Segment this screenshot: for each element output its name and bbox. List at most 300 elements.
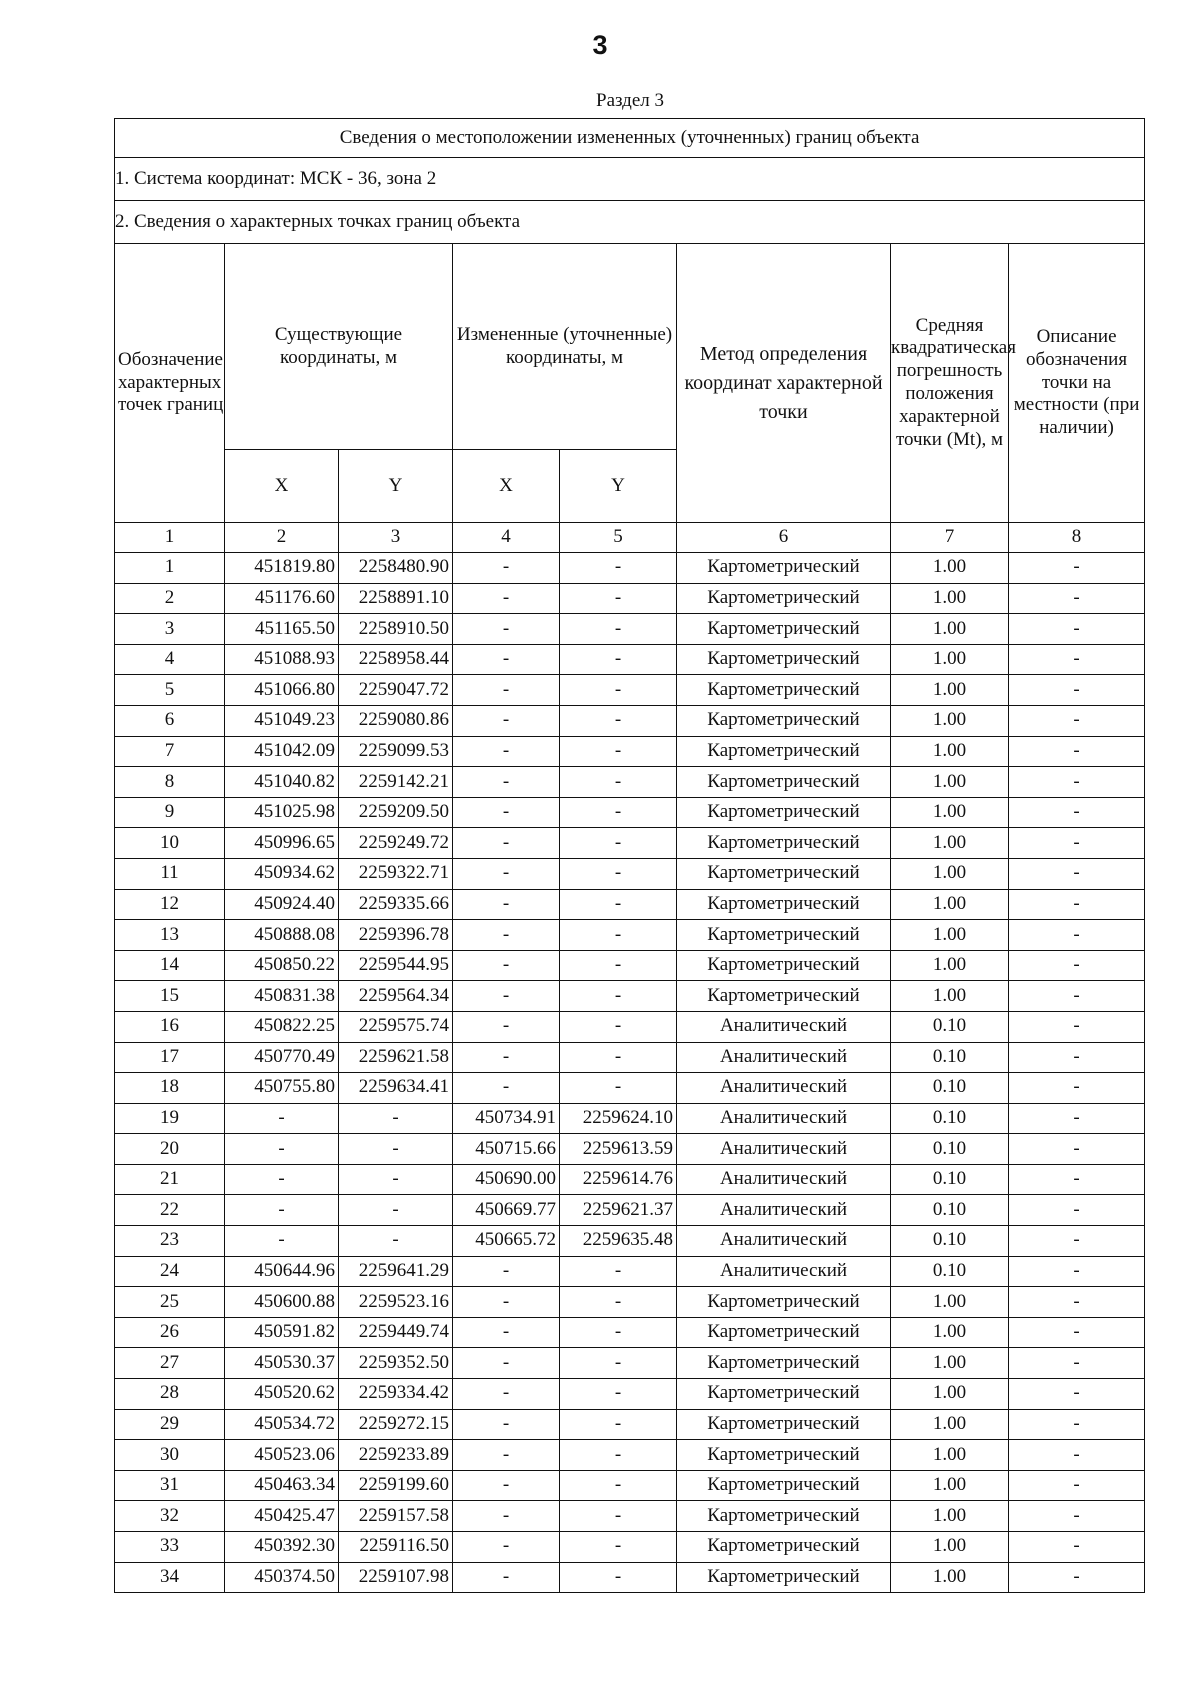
description-cell: - xyxy=(1009,1470,1145,1501)
column-number: 3 xyxy=(339,523,453,553)
method-cell: Аналитический xyxy=(677,1042,891,1073)
table-row xyxy=(115,889,1145,920)
point-number-cell: 32 xyxy=(115,1501,225,1532)
table-row xyxy=(115,614,1145,645)
changed-x-cell: - xyxy=(453,1073,560,1104)
existing-x-cell: 450924.40 xyxy=(225,889,339,920)
existing-x-cell: 451040.82 xyxy=(225,767,339,798)
section-title: Раздел 3 xyxy=(596,90,664,111)
changed-y-cell: - xyxy=(560,828,677,859)
changed-x-cell: - xyxy=(453,1011,560,1042)
point-number-cell: 13 xyxy=(115,920,225,951)
changed-y-cell: 2259613.59 xyxy=(560,1134,677,1165)
changed-y-cell: - xyxy=(560,1073,677,1104)
error-cell: 1.00 xyxy=(891,889,1009,920)
changed-y-cell: - xyxy=(560,767,677,798)
column-number: 6 xyxy=(677,523,891,553)
existing-y-cell: 2259099.53 xyxy=(339,736,453,767)
method-cell: Картометрический xyxy=(677,981,891,1012)
point-number-cell: 8 xyxy=(115,767,225,798)
point-number-cell: 19 xyxy=(115,1103,225,1134)
existing-x-cell: 450644.96 xyxy=(225,1256,339,1287)
existing-y-cell: 2259334.42 xyxy=(339,1379,453,1410)
existing-y-cell: 2259634.41 xyxy=(339,1073,453,1104)
changed-y-cell: - xyxy=(560,797,677,828)
table-row xyxy=(115,705,1145,736)
description-cell: - xyxy=(1009,675,1145,706)
existing-y-cell: 2259199.60 xyxy=(339,1470,453,1501)
table-row xyxy=(115,1103,1145,1134)
point-number-cell: 21 xyxy=(115,1164,225,1195)
table-row xyxy=(115,1379,1145,1410)
point-number-cell: 9 xyxy=(115,797,225,828)
changed-y-cell: - xyxy=(560,614,677,645)
method-cell: Картометрический xyxy=(677,828,891,859)
existing-y-cell: 2258910.50 xyxy=(339,614,453,645)
error-cell: 1.00 xyxy=(891,981,1009,1012)
point-number-cell: 18 xyxy=(115,1073,225,1104)
method-cell: Аналитический xyxy=(677,1164,891,1195)
table-row xyxy=(115,1287,1145,1318)
column-number: 7 xyxy=(891,523,1009,553)
existing-x-cell: 451049.23 xyxy=(225,705,339,736)
changed-y-cell: 2259624.10 xyxy=(560,1103,677,1134)
error-cell: 1.00 xyxy=(891,797,1009,828)
table-row xyxy=(115,1134,1145,1165)
changed-y-cell: 2259614.76 xyxy=(560,1164,677,1195)
table-row xyxy=(115,1164,1145,1195)
existing-y-cell: 2258891.10 xyxy=(339,583,453,614)
changed-y-cell: - xyxy=(560,1532,677,1563)
existing-x-cell: 450392.30 xyxy=(225,1532,339,1563)
changed-y-cell: 2259635.48 xyxy=(560,1226,677,1257)
existing-x-cell: 450755.80 xyxy=(225,1073,339,1104)
coordinates-table xyxy=(114,118,1145,1593)
error-cell: 1.00 xyxy=(891,1470,1009,1501)
header-point-designation: Обозначение характерных точек границ xyxy=(115,244,225,523)
page-number: 3 xyxy=(592,30,608,60)
existing-x-cell: 451066.80 xyxy=(225,675,339,706)
changed-y-cell: - xyxy=(560,1042,677,1073)
changed-y-cell: - xyxy=(560,858,677,889)
description-cell: - xyxy=(1009,583,1145,614)
table-row xyxy=(115,1440,1145,1471)
changed-y-cell: - xyxy=(560,736,677,767)
error-cell: 0.10 xyxy=(891,1103,1009,1134)
description-cell: - xyxy=(1009,920,1145,951)
existing-x-cell: 450888.08 xyxy=(225,920,339,951)
method-cell: Картометрический xyxy=(677,858,891,889)
changed-x-cell: 450715.66 xyxy=(453,1134,560,1165)
point-number-cell: 30 xyxy=(115,1440,225,1471)
changed-y-cell: - xyxy=(560,950,677,981)
changed-x-cell: - xyxy=(453,675,560,706)
method-cell: Аналитический xyxy=(677,1103,891,1134)
changed-y-cell: - xyxy=(560,920,677,951)
table-row xyxy=(115,736,1145,767)
description-cell: - xyxy=(1009,1287,1145,1318)
method-cell: Аналитический xyxy=(677,1195,891,1226)
error-cell: 0.10 xyxy=(891,1164,1009,1195)
existing-y-cell: - xyxy=(339,1195,453,1226)
error-cell: 1.00 xyxy=(891,920,1009,951)
changed-x-cell: - xyxy=(453,1256,560,1287)
point-number-cell: 14 xyxy=(115,950,225,981)
error-cell: 1.00 xyxy=(891,1379,1009,1410)
table-row xyxy=(115,1470,1145,1501)
description-cell: - xyxy=(1009,1379,1145,1410)
description-cell: - xyxy=(1009,705,1145,736)
description-cell: - xyxy=(1009,1042,1145,1073)
changed-y-cell: - xyxy=(560,1348,677,1379)
changed-y-cell: - xyxy=(560,1287,677,1318)
description-cell: - xyxy=(1009,736,1145,767)
table-row xyxy=(115,1195,1145,1226)
existing-y-cell: 2259107.98 xyxy=(339,1562,453,1593)
existing-x-cell: 450770.49 xyxy=(225,1042,339,1073)
column-number: 5 xyxy=(560,523,677,553)
table-row xyxy=(115,675,1145,706)
coordinate-system: 1. Система координат: МСК - 36, зона 2 xyxy=(115,158,1145,201)
existing-y-cell: - xyxy=(339,1134,453,1165)
method-cell: Аналитический xyxy=(677,1256,891,1287)
point-number-cell: 29 xyxy=(115,1409,225,1440)
point-number-cell: 15 xyxy=(115,981,225,1012)
method-cell: Картометрический xyxy=(677,1470,891,1501)
description-cell: - xyxy=(1009,1317,1145,1348)
existing-y-cell: 2259335.66 xyxy=(339,889,453,920)
table-row xyxy=(115,828,1145,859)
changed-x-cell: - xyxy=(453,797,560,828)
method-cell: Картометрический xyxy=(677,736,891,767)
point-number-cell: 27 xyxy=(115,1348,225,1379)
existing-y-cell: 2259233.89 xyxy=(339,1440,453,1471)
existing-x-cell: 451165.50 xyxy=(225,614,339,645)
existing-y-cell: 2259575.74 xyxy=(339,1011,453,1042)
existing-x-cell: 451176.60 xyxy=(225,583,339,614)
point-number-cell: 20 xyxy=(115,1134,225,1165)
table-row xyxy=(115,644,1145,675)
existing-x-cell: 450520.62 xyxy=(225,1379,339,1410)
existing-x-cell: 450600.88 xyxy=(225,1287,339,1318)
point-number-cell: 25 xyxy=(115,1287,225,1318)
existing-y-cell: 2259142.21 xyxy=(339,767,453,798)
description-cell: - xyxy=(1009,1164,1145,1195)
changed-y-cell: - xyxy=(560,705,677,736)
description-cell: - xyxy=(1009,828,1145,859)
changed-y-cell: - xyxy=(560,1470,677,1501)
description-cell: - xyxy=(1009,1103,1145,1134)
changed-x-cell: - xyxy=(453,736,560,767)
changed-x-cell: - xyxy=(453,1440,560,1471)
method-cell: Картометрический xyxy=(677,583,891,614)
existing-x-cell: - xyxy=(225,1103,339,1134)
error-cell: 1.00 xyxy=(891,675,1009,706)
header-changed-y: Y xyxy=(560,450,677,523)
existing-x-cell: 450530.37 xyxy=(225,1348,339,1379)
existing-y-cell: - xyxy=(339,1103,453,1134)
error-cell: 1.00 xyxy=(891,1287,1009,1318)
table-row xyxy=(115,583,1145,614)
description-cell: - xyxy=(1009,797,1145,828)
header-changed-x: X xyxy=(453,450,560,523)
description-cell: - xyxy=(1009,1348,1145,1379)
method-cell: Аналитический xyxy=(677,1134,891,1165)
table-row xyxy=(115,950,1145,981)
existing-x-cell: - xyxy=(225,1226,339,1257)
table-row xyxy=(115,981,1145,1012)
changed-y-cell: - xyxy=(560,1011,677,1042)
changed-x-cell: - xyxy=(453,1287,560,1318)
method-cell: Картометрический xyxy=(677,553,891,584)
existing-y-cell: 2259523.16 xyxy=(339,1287,453,1318)
error-cell: 1.00 xyxy=(891,614,1009,645)
existing-y-cell: 2259641.29 xyxy=(339,1256,453,1287)
existing-y-cell: 2258480.90 xyxy=(339,553,453,584)
description-cell: - xyxy=(1009,1409,1145,1440)
description-cell: - xyxy=(1009,858,1145,889)
description-cell: - xyxy=(1009,1501,1145,1532)
error-cell: 1.00 xyxy=(891,736,1009,767)
error-cell: 0.10 xyxy=(891,1226,1009,1257)
method-cell: Картометрический xyxy=(677,1409,891,1440)
point-number-cell: 16 xyxy=(115,1011,225,1042)
existing-y-cell: 2259564.34 xyxy=(339,981,453,1012)
error-cell: 1.00 xyxy=(891,1562,1009,1593)
error-cell: 0.10 xyxy=(891,1195,1009,1226)
existing-x-cell: 450591.82 xyxy=(225,1317,339,1348)
point-number-cell: 34 xyxy=(115,1562,225,1593)
point-number-cell: 22 xyxy=(115,1195,225,1226)
existing-x-cell: 450523.06 xyxy=(225,1440,339,1471)
column-number: 4 xyxy=(453,523,560,553)
existing-y-cell: 2259352.50 xyxy=(339,1348,453,1379)
point-number-cell: 1 xyxy=(115,553,225,584)
method-cell: Картометрический xyxy=(677,1562,891,1593)
table-row xyxy=(115,1256,1145,1287)
error-cell: 0.10 xyxy=(891,1134,1009,1165)
changed-y-cell: - xyxy=(560,675,677,706)
existing-x-cell: 451819.80 xyxy=(225,553,339,584)
header-existing-coordinates: Существующие координаты, м xyxy=(225,244,453,450)
changed-x-cell: - xyxy=(453,705,560,736)
table-row xyxy=(115,1226,1145,1257)
point-number-cell: 31 xyxy=(115,1470,225,1501)
table-title: Сведения о местоположении измененных (уточненных) границ объекта xyxy=(115,119,1145,158)
changed-x-cell: - xyxy=(453,1532,560,1563)
changed-x-cell: - xyxy=(453,1562,560,1593)
existing-y-cell: 2259116.50 xyxy=(339,1532,453,1563)
column-number: 8 xyxy=(1009,523,1145,553)
changed-y-cell: - xyxy=(560,1409,677,1440)
header-method: Метод определения координат характерной точки xyxy=(677,244,891,523)
changed-x-cell: - xyxy=(453,583,560,614)
method-cell: Аналитический xyxy=(677,1226,891,1257)
point-number-cell: 23 xyxy=(115,1226,225,1257)
existing-y-cell: 2259544.95 xyxy=(339,950,453,981)
error-cell: 1.00 xyxy=(891,644,1009,675)
error-cell: 0.10 xyxy=(891,1042,1009,1073)
point-number-cell: 28 xyxy=(115,1379,225,1410)
existing-x-cell: 451088.93 xyxy=(225,644,339,675)
point-number-cell: 26 xyxy=(115,1317,225,1348)
error-cell: 1.00 xyxy=(891,1501,1009,1532)
existing-x-cell: 450534.72 xyxy=(225,1409,339,1440)
existing-x-cell: 450934.62 xyxy=(225,858,339,889)
changed-x-cell: - xyxy=(453,1348,560,1379)
point-number-cell: 10 xyxy=(115,828,225,859)
error-cell: 1.00 xyxy=(891,705,1009,736)
changed-x-cell: - xyxy=(453,1470,560,1501)
changed-x-cell: - xyxy=(453,858,560,889)
changed-y-cell: - xyxy=(560,981,677,1012)
error-cell: 1.00 xyxy=(891,858,1009,889)
changed-x-cell: - xyxy=(453,1042,560,1073)
method-cell: Аналитический xyxy=(677,1011,891,1042)
method-cell: Картометрический xyxy=(677,920,891,951)
description-cell: - xyxy=(1009,767,1145,798)
header-changed-coordinates: Измененные (уточненные) координаты, м xyxy=(453,244,677,450)
table-row xyxy=(115,1562,1145,1593)
existing-x-cell: 450374.50 xyxy=(225,1562,339,1593)
existing-x-cell: - xyxy=(225,1195,339,1226)
existing-y-cell: 2259249.72 xyxy=(339,828,453,859)
existing-x-cell: - xyxy=(225,1134,339,1165)
header-point-description: Описание обозначения точки на местности (при наличии) xyxy=(1009,244,1145,523)
table-row xyxy=(115,1011,1145,1042)
changed-x-cell: - xyxy=(453,981,560,1012)
error-cell: 1.00 xyxy=(891,1348,1009,1379)
existing-x-cell: 450822.25 xyxy=(225,1011,339,1042)
changed-x-cell: 450690.00 xyxy=(453,1164,560,1195)
existing-y-cell: 2259396.78 xyxy=(339,920,453,951)
point-number-cell: 4 xyxy=(115,644,225,675)
changed-x-cell: - xyxy=(453,1501,560,1532)
existing-y-cell: 2259157.58 xyxy=(339,1501,453,1532)
changed-x-cell: - xyxy=(453,614,560,645)
existing-y-cell: 2259621.58 xyxy=(339,1042,453,1073)
method-cell: Картометрический xyxy=(677,705,891,736)
changed-x-cell: - xyxy=(453,889,560,920)
description-cell: - xyxy=(1009,981,1145,1012)
existing-x-cell: 450463.34 xyxy=(225,1470,339,1501)
point-number-cell: 7 xyxy=(115,736,225,767)
existing-y-cell: 2259080.86 xyxy=(339,705,453,736)
column-numbers-row xyxy=(115,523,1145,553)
error-cell: 0.10 xyxy=(891,1011,1009,1042)
method-cell: Картометрический xyxy=(677,1317,891,1348)
header-mean-square-error: Средняя квадратическая погрешность положения характерной точки (Mt), м xyxy=(891,244,1009,523)
description-cell: - xyxy=(1009,1256,1145,1287)
changed-y-cell: - xyxy=(560,1317,677,1348)
changed-x-cell: - xyxy=(453,950,560,981)
table-body xyxy=(115,553,1145,1593)
point-number-cell: 3 xyxy=(115,614,225,645)
method-cell: Аналитический xyxy=(677,1073,891,1104)
description-cell: - xyxy=(1009,1195,1145,1226)
method-cell: Картометрический xyxy=(677,1379,891,1410)
method-cell: Картометрический xyxy=(677,797,891,828)
point-number-cell: 11 xyxy=(115,858,225,889)
method-cell: Картометрический xyxy=(677,644,891,675)
existing-y-cell: 2258958.44 xyxy=(339,644,453,675)
changed-x-cell: - xyxy=(453,644,560,675)
header-existing-x: X xyxy=(225,450,339,523)
method-cell: Картометрический xyxy=(677,1287,891,1318)
error-cell: 1.00 xyxy=(891,828,1009,859)
column-number: 2 xyxy=(225,523,339,553)
point-number-cell: 24 xyxy=(115,1256,225,1287)
changed-x-cell: - xyxy=(453,1317,560,1348)
point-number-cell: 33 xyxy=(115,1532,225,1563)
existing-y-cell: 2259449.74 xyxy=(339,1317,453,1348)
method-cell: Картометрический xyxy=(677,1501,891,1532)
error-cell: 1.00 xyxy=(891,950,1009,981)
description-cell: - xyxy=(1009,1011,1145,1042)
existing-y-cell: 2259047.72 xyxy=(339,675,453,706)
description-cell: - xyxy=(1009,950,1145,981)
description-cell: - xyxy=(1009,889,1145,920)
existing-x-cell: 450996.65 xyxy=(225,828,339,859)
description-cell: - xyxy=(1009,1073,1145,1104)
table-row xyxy=(115,1042,1145,1073)
changed-y-cell: - xyxy=(560,889,677,920)
existing-x-cell: 450850.22 xyxy=(225,950,339,981)
error-cell: 1.00 xyxy=(891,1317,1009,1348)
changed-x-cell: 450665.72 xyxy=(453,1226,560,1257)
header-existing-y: Y xyxy=(339,450,453,523)
table-row xyxy=(115,858,1145,889)
table-row xyxy=(115,1501,1145,1532)
method-cell: Картометрический xyxy=(677,614,891,645)
description-cell: - xyxy=(1009,1562,1145,1593)
changed-y-cell: - xyxy=(560,553,677,584)
changed-y-cell: - xyxy=(560,1256,677,1287)
points-heading: 2. Сведения о характерных точках границ объекта xyxy=(115,201,1145,244)
error-cell: 1.00 xyxy=(891,1440,1009,1471)
existing-x-cell: - xyxy=(225,1164,339,1195)
method-cell: Картометрический xyxy=(677,1532,891,1563)
point-number-cell: 12 xyxy=(115,889,225,920)
table-row xyxy=(115,1409,1145,1440)
error-cell: 1.00 xyxy=(891,767,1009,798)
changed-y-cell: - xyxy=(560,1379,677,1410)
description-cell: - xyxy=(1009,614,1145,645)
existing-y-cell: 2259322.71 xyxy=(339,858,453,889)
table-row xyxy=(115,797,1145,828)
description-cell: - xyxy=(1009,1226,1145,1257)
description-cell: - xyxy=(1009,553,1145,584)
changed-y-cell: - xyxy=(560,1440,677,1471)
existing-x-cell: 450831.38 xyxy=(225,981,339,1012)
method-cell: Картометрический xyxy=(677,1440,891,1471)
table-row xyxy=(115,1348,1145,1379)
method-cell: Картометрический xyxy=(677,1348,891,1379)
column-number: 1 xyxy=(115,523,225,553)
existing-x-cell: 451042.09 xyxy=(225,736,339,767)
changed-x-cell: - xyxy=(453,767,560,798)
point-number-cell: 5 xyxy=(115,675,225,706)
table-row xyxy=(115,1073,1145,1104)
changed-x-cell: 450669.77 xyxy=(453,1195,560,1226)
changed-y-cell: - xyxy=(560,1501,677,1532)
changed-x-cell: - xyxy=(453,1379,560,1410)
description-cell: - xyxy=(1009,1134,1145,1165)
method-cell: Картометрический xyxy=(677,950,891,981)
table-row xyxy=(115,920,1145,951)
error-cell: 0.10 xyxy=(891,1073,1009,1104)
changed-y-cell: - xyxy=(560,644,677,675)
